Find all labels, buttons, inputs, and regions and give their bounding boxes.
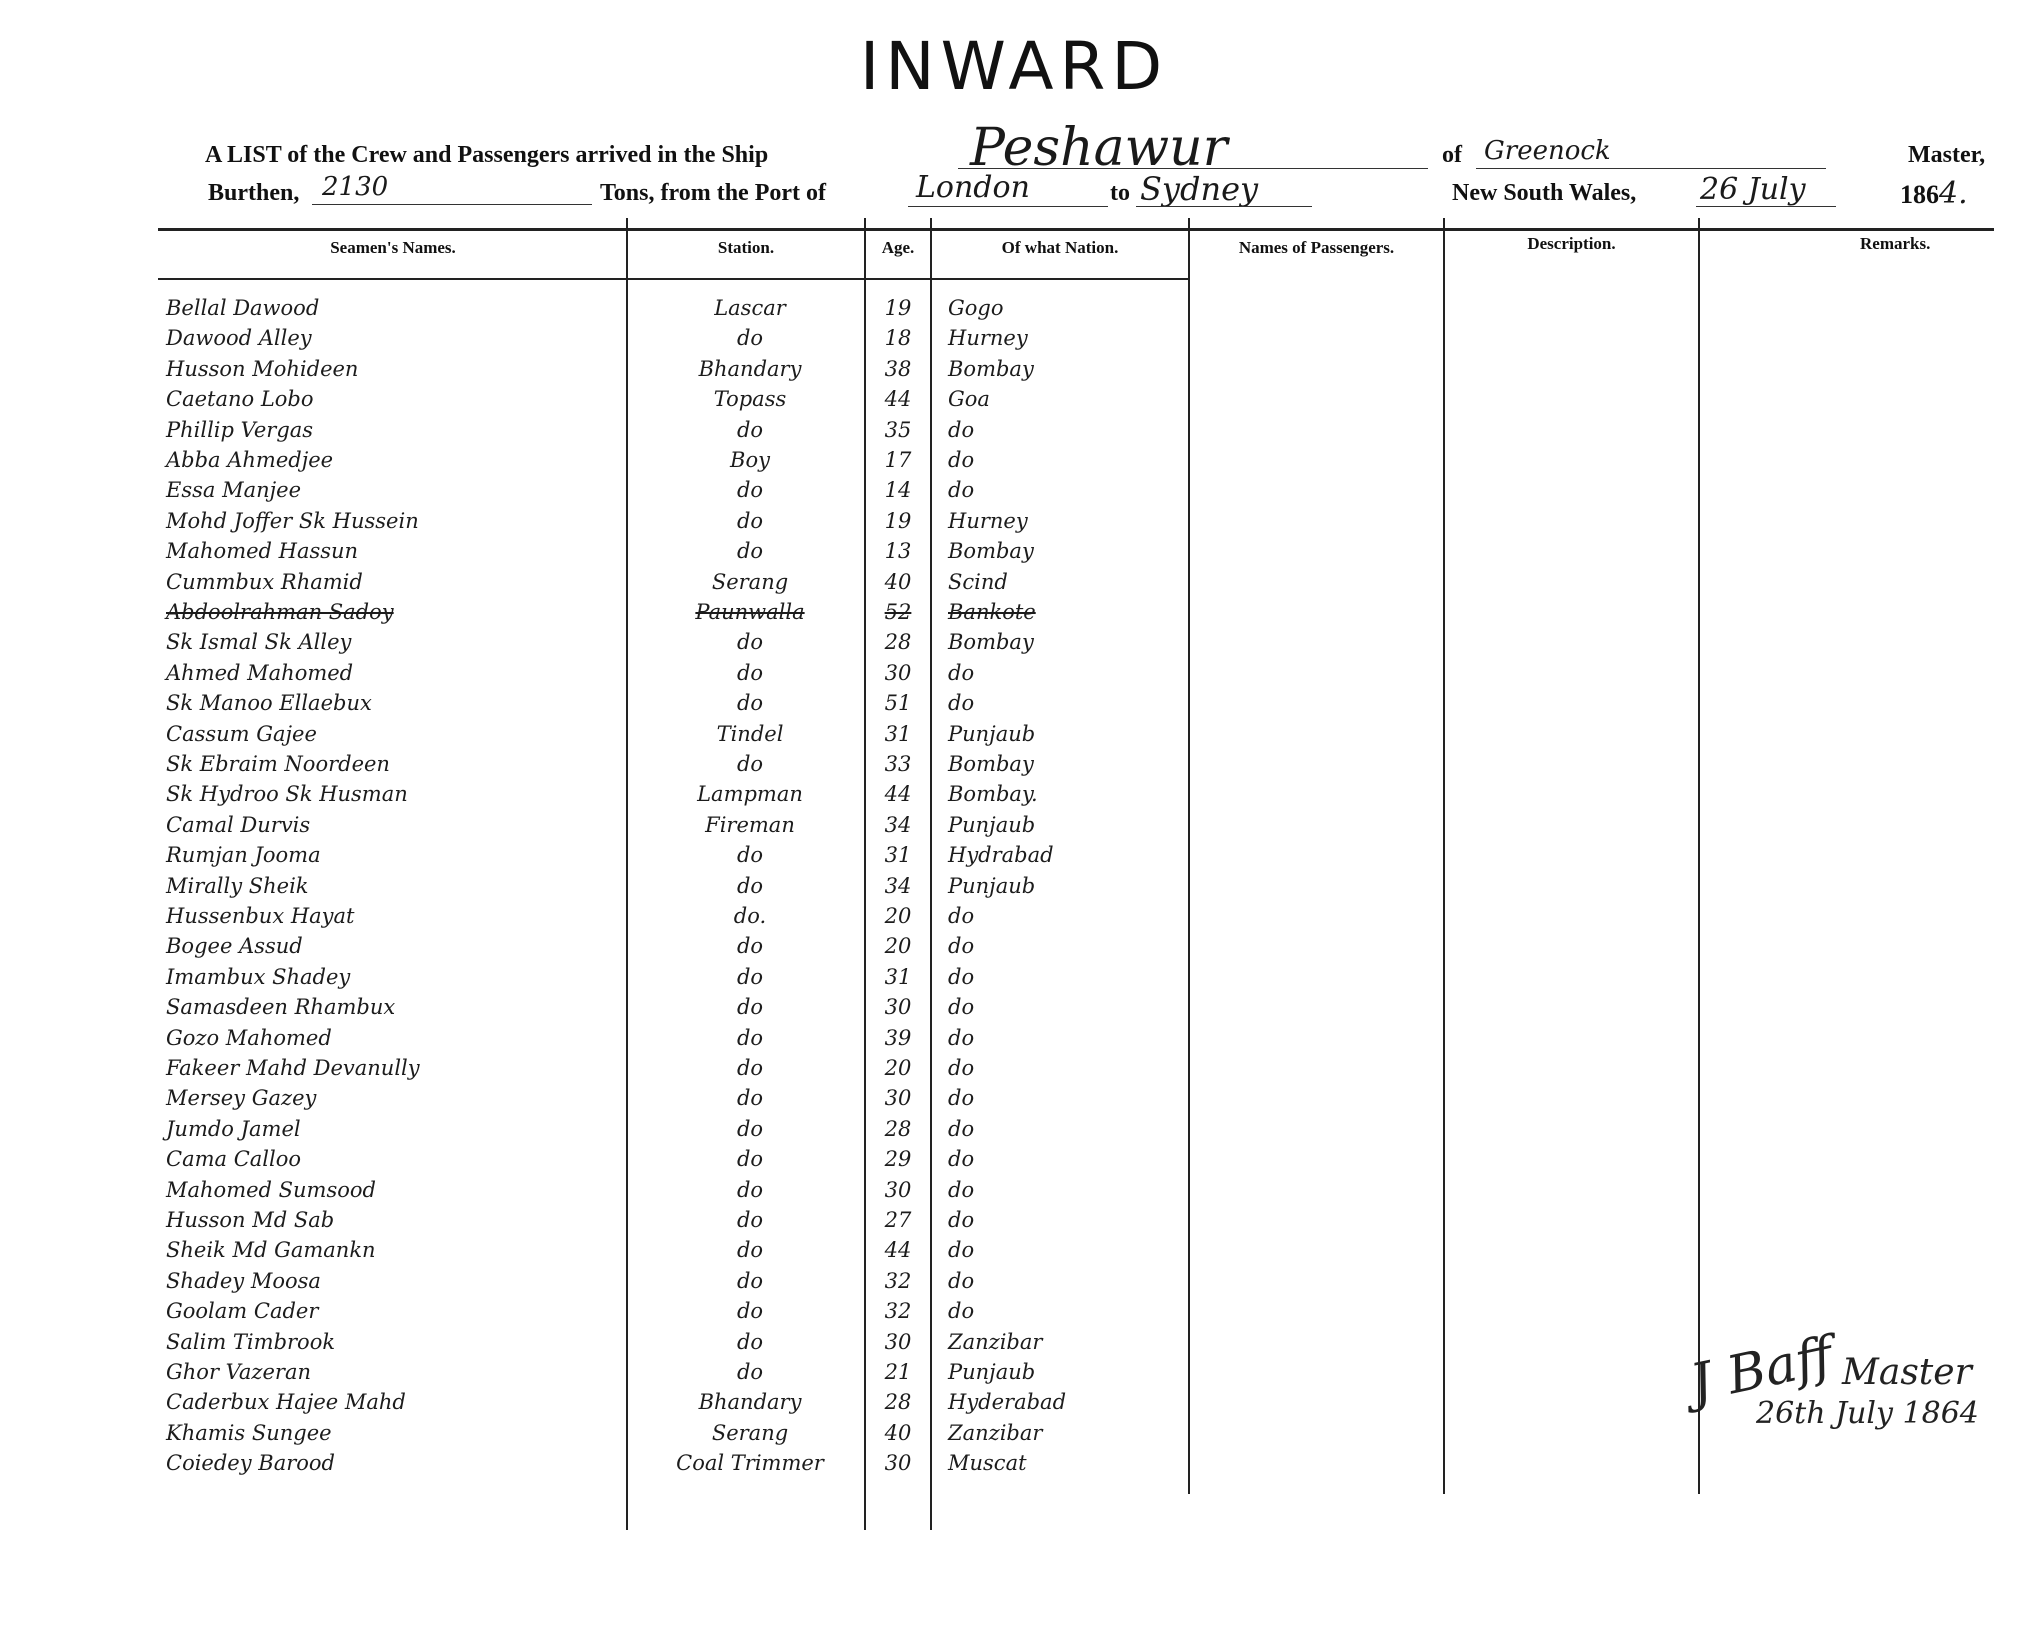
- col-divider-remarks: [1698, 218, 1700, 1494]
- seaman-name: Coiedey Barood: [166, 1451, 335, 1476]
- col-header-passengers: Names of Passengers.: [1238, 238, 1395, 257]
- seaman-nation: do: [948, 417, 975, 442]
- seaman-station: do: [736, 539, 764, 564]
- seaman-age: 30: [884, 1086, 912, 1111]
- seaman-name: Husson Mohideen: [166, 356, 359, 381]
- seaman-name: Mahomed Hassun: [166, 539, 359, 564]
- seaman-age: 28: [884, 1116, 912, 1141]
- seaman-station: Serang: [711, 1420, 789, 1445]
- page-title: INWARD: [859, 28, 1169, 105]
- port-to-underline: [1136, 206, 1312, 207]
- seaman-station: Bhandary: [698, 1390, 802, 1415]
- seaman-nation: do: [948, 1238, 975, 1263]
- seaman-nation: do: [948, 964, 975, 989]
- seaman-station: Topass: [713, 387, 787, 412]
- signature-name: J Baff: [1685, 1325, 1839, 1415]
- seaman-nation: Bombay: [948, 356, 1034, 381]
- seaman-name: Hussenbux Hayat: [166, 904, 355, 928]
- seaman-station: do: [736, 1299, 764, 1324]
- of-underline: [1476, 168, 1826, 169]
- col-header-age: Age.: [881, 238, 915, 257]
- seaman-nation: do: [948, 660, 975, 685]
- seaman-age: 33: [884, 752, 912, 776]
- seaman-nation: Hurney: [948, 326, 1028, 351]
- seaman-age: 20: [884, 1056, 912, 1080]
- seaman-age: 44: [884, 1238, 912, 1263]
- seaman-nation: do: [948, 691, 975, 716]
- seaman-nation: do: [948, 934, 975, 959]
- seaman-nation: Bombay: [948, 752, 1034, 776]
- seaman-name: Mahomed Sumsood: [166, 1177, 376, 1202]
- seaman-nation: do: [948, 1177, 975, 1202]
- seaman-station: do: [736, 1147, 764, 1172]
- seaman-name: Abdoolrahman Sadoy: [166, 600, 394, 624]
- seaman-nation: Muscat: [948, 1451, 1027, 1476]
- seaman-name: Caderbux Hajee Mahd: [166, 1390, 406, 1415]
- seaman-age: 19: [884, 296, 912, 320]
- seaman-station: do.: [733, 904, 767, 928]
- seaman-station: do: [736, 752, 764, 776]
- seaman-name: Fakeer Mahd Devanully: [166, 1056, 420, 1080]
- seaman-name: Mirally Sheik: [166, 873, 309, 898]
- year-prefix: 186: [1900, 180, 1939, 209]
- seaman-station: Coal Trimmer: [676, 1451, 824, 1476]
- seaman-nation: Hurney: [948, 508, 1028, 533]
- seaman-nation: Zanzibar: [948, 1420, 1043, 1445]
- seaman-age: 31: [884, 843, 912, 868]
- col-header-seamen: Seamen's Names.: [330, 238, 456, 257]
- port-from: London: [916, 170, 1030, 205]
- seaman-station: do: [736, 1268, 764, 1293]
- seaman-nation: do: [948, 1116, 975, 1141]
- seaman-station: do: [736, 1086, 764, 1111]
- header-bottom-rule: [158, 278, 1190, 280]
- seaman-station: Tindel: [716, 721, 784, 746]
- seaman-station: Bhandary: [698, 356, 802, 381]
- seaman-nation: Gogo: [948, 296, 1004, 320]
- seaman-age: 19: [884, 508, 912, 533]
- col-header-description: Description.: [1527, 234, 1616, 253]
- seaman-name: Sheik Md Gamankn: [166, 1238, 376, 1263]
- year-label: [1900, 176, 1968, 211]
- seaman-station: Paunwalla: [695, 600, 805, 624]
- seaman-name: Gozo Mahomed: [166, 1025, 332, 1050]
- date-underline: [1696, 206, 1836, 207]
- seaman-station: Serang: [711, 569, 789, 594]
- seaman-age: 34: [884, 812, 912, 837]
- seaman-station: do: [736, 995, 764, 1020]
- seaman-age: 20: [884, 904, 912, 928]
- seaman-station: Lascar: [714, 296, 786, 320]
- master-label: Master,: [1908, 142, 1986, 168]
- seaman-name: Rumjan Jooma: [166, 843, 321, 868]
- burthen-underline: [312, 204, 592, 205]
- seaman-name: Cama Calloo: [166, 1147, 302, 1172]
- seaman-station: do: [736, 478, 764, 503]
- seaman-name: Essa Manjee: [166, 478, 301, 503]
- seaman-age: 13: [884, 539, 912, 564]
- seaman-age: 31: [884, 721, 912, 746]
- seaman-name: Husson Md Sab: [166, 1208, 335, 1232]
- seaman-station: do: [736, 1116, 764, 1141]
- seaman-age: 39: [884, 1025, 912, 1050]
- col-divider-description: [1443, 218, 1445, 1494]
- seaman-name: Samasdeen Rhambux: [166, 995, 396, 1020]
- seaman-name: Sk Ebraim Noordeen: [166, 752, 390, 776]
- seaman-station: do: [736, 326, 764, 351]
- seaman-station: do: [736, 417, 764, 442]
- seaman-nation: do: [948, 1208, 975, 1232]
- seaman-nation: Scind: [948, 569, 1008, 594]
- seaman-station: do: [736, 1025, 764, 1050]
- seaman-station: do: [736, 1329, 764, 1354]
- seaman-age: 17: [884, 448, 912, 472]
- seaman-age: 30: [884, 1329, 912, 1354]
- seaman-nation: Hydrabad: [948, 843, 1054, 868]
- seaman-station: do: [736, 508, 764, 533]
- seaman-station: do: [736, 1208, 764, 1232]
- seaman-name: Caetano Lobo: [166, 387, 314, 412]
- col-divider-passengers: [1188, 218, 1190, 1494]
- seaman-age: 14: [884, 478, 912, 503]
- seaman-station: Fireman: [705, 812, 795, 837]
- seaman-nation: Bombay: [948, 630, 1034, 655]
- seaman-age: 30: [884, 1451, 912, 1476]
- signature-date: 26th July 1864: [1756, 1396, 1979, 1431]
- seaman-age: 35: [884, 417, 912, 442]
- seaman-name: Mohd Joffer Sk Hussein: [166, 508, 419, 533]
- seaman-station: do: [736, 1238, 764, 1263]
- seaman-name: Dawood Alley: [166, 326, 312, 351]
- seaman-name: Sk Hydroo Sk Husman: [166, 782, 408, 807]
- seaman-age: 38: [884, 356, 912, 381]
- seaman-age: 51: [884, 691, 912, 716]
- col-header-station: Station.: [717, 238, 775, 257]
- seaman-name: Jumdo Jamel: [166, 1116, 301, 1141]
- seaman-station: do: [736, 1056, 764, 1080]
- seaman-nation: do: [948, 995, 975, 1020]
- seaman-nation: Goa: [948, 387, 990, 412]
- list-prefix: A LIST of the Crew and Passengers arrived in the Ship: [205, 142, 769, 168]
- nsw-label: New South Wales,: [1452, 180, 1637, 206]
- seaman-nation: Punjaub: [948, 721, 1036, 746]
- seaman-nation: Bombay.: [948, 782, 1038, 807]
- seaman-nation: Punjaub: [948, 1360, 1036, 1384]
- tons-label: Tons, from the Port of: [600, 180, 826, 206]
- seaman-name: Khamis Sungee: [166, 1420, 332, 1445]
- seaman-age: 40: [884, 1420, 912, 1445]
- seaman-age: 30: [884, 660, 912, 685]
- seaman-nation: do: [948, 1025, 975, 1050]
- col-divider-age: [864, 218, 866, 1530]
- seaman-station: do: [736, 630, 764, 655]
- seaman-station: do: [736, 1177, 764, 1202]
- year-suffix: 4.: [1939, 176, 1968, 211]
- seaman-age: 28: [884, 630, 912, 655]
- seaman-name: Abba Ahmedjee: [166, 448, 334, 472]
- seaman-station: do: [736, 691, 764, 716]
- seaman-nation: do: [948, 1086, 975, 1111]
- seaman-age: 40: [884, 569, 912, 594]
- port-from-underline: [908, 206, 1108, 207]
- seaman-nation: do: [948, 904, 975, 928]
- seaman-station: do: [736, 964, 764, 989]
- seaman-nation: do: [948, 478, 975, 503]
- burthen-label: Burthen,: [208, 180, 300, 206]
- seaman-name: Camal Durvis: [166, 812, 311, 837]
- burthen-value: 2130: [322, 172, 389, 202]
- seaman-name: Cassum Gajee: [166, 721, 317, 746]
- seaman-age: 44: [884, 387, 912, 412]
- seaman-nation: Punjaub: [948, 873, 1036, 898]
- seaman-station: do: [736, 934, 764, 959]
- seaman-age: 21: [884, 1360, 912, 1384]
- seaman-name: Mersey Gazey: [166, 1086, 317, 1111]
- seaman-nation: do: [948, 448, 975, 472]
- seaman-name: Sk Ismal Sk Alley: [166, 630, 352, 655]
- seaman-station: do: [736, 873, 764, 898]
- seaman-station: do: [736, 1360, 764, 1384]
- seaman-nation: Punjaub: [948, 812, 1036, 837]
- seaman-station: do: [736, 843, 764, 868]
- seaman-nation: do: [948, 1268, 975, 1293]
- seaman-name: Phillip Vergas: [166, 417, 314, 442]
- ship-name: Peshawur: [970, 118, 1228, 178]
- seaman-nation: do: [948, 1056, 975, 1080]
- date-value: 26 July: [1700, 172, 1806, 207]
- seaman-nation: Bombay: [948, 539, 1034, 564]
- seaman-name: Bogee Assud: [166, 934, 303, 959]
- seaman-age: 30: [884, 1177, 912, 1202]
- seaman-age: 34: [884, 873, 912, 898]
- seaman-age: 20: [884, 934, 912, 959]
- seaman-name: Goolam Cader: [166, 1299, 319, 1324]
- seaman-age: 28: [884, 1390, 912, 1415]
- seaman-age: 52: [884, 600, 912, 624]
- col-header-remarks: Remarks.: [1860, 234, 1931, 253]
- of-label: of: [1442, 142, 1462, 168]
- seaman-name: Ghor Vazeran: [166, 1360, 311, 1384]
- signature-role: Master: [1842, 1352, 1972, 1393]
- seaman-age: 30: [884, 995, 912, 1020]
- seaman-name: Ahmed Mahomed: [166, 660, 354, 685]
- col-divider-nation: [930, 218, 932, 1530]
- seaman-nation: Bankote: [948, 600, 1036, 624]
- of-value: Greenock: [1484, 136, 1611, 166]
- seaman-name: Shadey Moosa: [166, 1268, 321, 1293]
- table-top-rule: [158, 228, 1994, 231]
- seaman-age: 18: [884, 326, 912, 351]
- seaman-nation: Zanzibar: [948, 1329, 1043, 1354]
- ship-underline: [958, 168, 1428, 169]
- seaman-name: Bellal Dawood: [166, 296, 320, 320]
- seaman-station: Lampman: [697, 782, 803, 807]
- seaman-age: 27: [884, 1208, 912, 1232]
- seaman-station: do: [736, 660, 764, 685]
- seaman-name: Sk Manoo Ellaebux: [166, 691, 372, 716]
- seaman-age: 29: [884, 1147, 912, 1172]
- col-header-nation: Of what Nation.: [1001, 238, 1119, 257]
- seaman-name: Cummbux Rhamid: [166, 569, 363, 594]
- seaman-age: 32: [884, 1268, 912, 1293]
- col-divider-station: [626, 218, 628, 1530]
- seaman-name: Salim Timbrook: [166, 1329, 336, 1354]
- seaman-nation: do: [948, 1147, 975, 1172]
- seaman-nation: Hyderabad: [948, 1390, 1067, 1415]
- seaman-age: 31: [884, 964, 912, 989]
- port-to: Sydney: [1140, 170, 1259, 208]
- seaman-name: Imambux Shadey: [166, 964, 351, 989]
- seaman-age: 44: [884, 782, 912, 807]
- to-label: to: [1110, 180, 1130, 206]
- seaman-station: Boy: [730, 448, 770, 472]
- seaman-nation: do: [948, 1299, 975, 1324]
- seaman-age: 32: [884, 1299, 912, 1324]
